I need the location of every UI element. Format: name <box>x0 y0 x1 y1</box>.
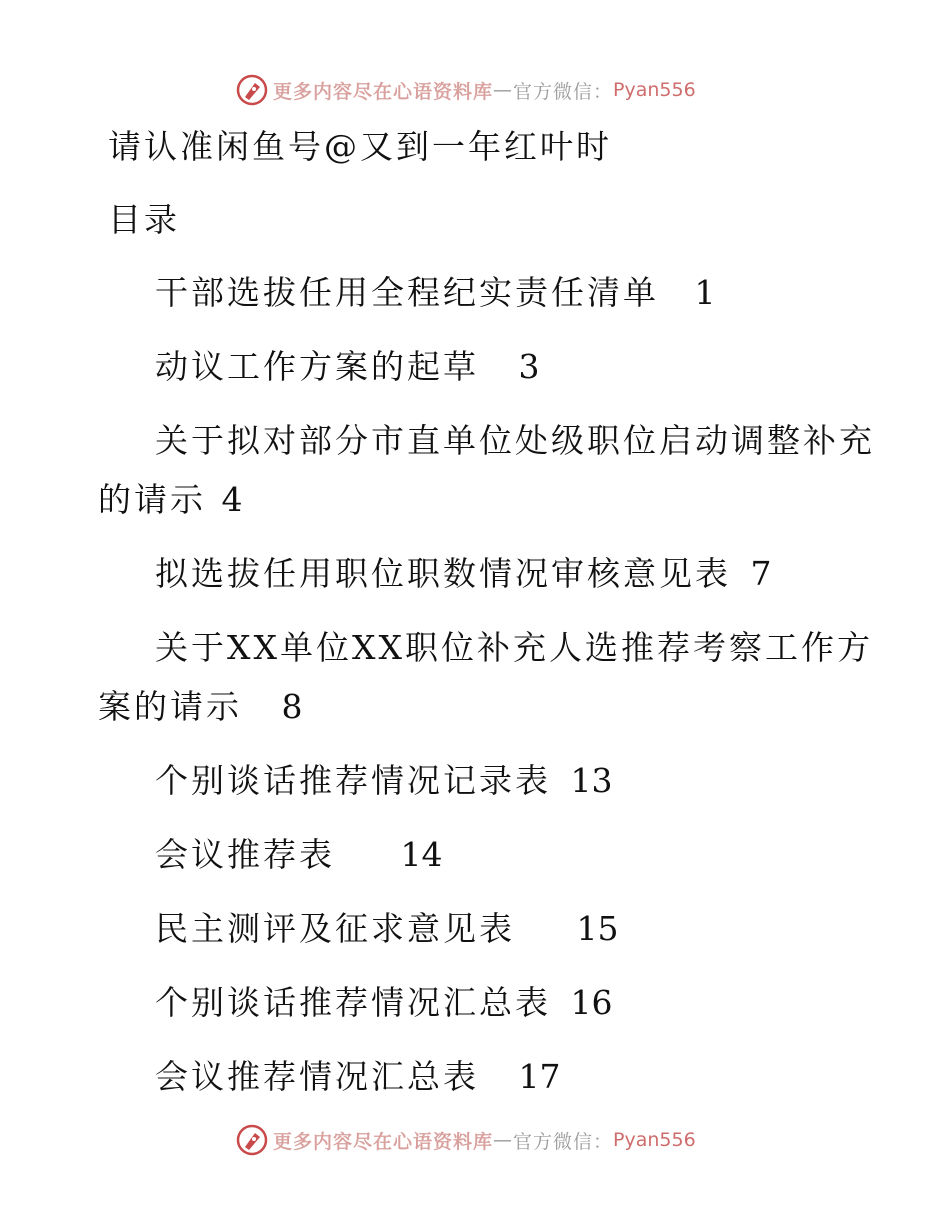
toc-entry-1[interactable] <box>155 273 716 313</box>
watermark-id: Pyan556 <box>613 79 696 101</box>
toc-entry-6[interactable] <box>155 761 613 801</box>
watermark-bottom <box>235 1122 696 1158</box>
toc-entry-title: 动议工作方案的起草 <box>155 347 479 386</box>
toc-entry-page: 8 <box>281 687 303 726</box>
toc-entry-7[interactable] <box>155 835 443 875</box>
toc-entry-5-line1[interactable] <box>155 628 873 668</box>
toc-entry-page: 3 <box>518 347 540 386</box>
toc-entry-title: 拟选拔任用职位职数情况审核意见表 <box>155 554 731 593</box>
toc-entry-page: 4 <box>221 480 243 519</box>
watermark-main-text: 更多内容尽在心语资料库 <box>273 1130 494 1153</box>
toc-entry-4[interactable] <box>155 554 772 594</box>
header-note: 请认准闲鱼号@又到一年红叶时 <box>108 127 612 166</box>
toc-entry-title: 关于XX单位XX职位补充人选推荐考察工作方 <box>155 628 873 667</box>
watermark-sub-text: 官方微信： <box>513 1130 614 1153</box>
toc-title: 目录 <box>108 200 180 239</box>
toc-entry-page: 17 <box>518 1057 561 1096</box>
toc-entry-page: 7 <box>750 554 772 593</box>
toc-entry-page: 1 <box>694 273 716 312</box>
toc-entry-title: 会议推荐表 <box>155 835 335 874</box>
watermark-dash: — <box>493 1129 514 1151</box>
toc-entry-3-line2[interactable] <box>98 480 243 520</box>
pen-nib-logo-icon <box>235 73 269 107</box>
watermark-id: Pyan556 <box>613 1129 696 1151</box>
toc-entry-3-line1[interactable] <box>155 421 875 461</box>
toc-entry-page: 14 <box>400 835 443 874</box>
watermark-sub-text: 官方微信： <box>513 80 614 103</box>
toc-entry-5-line2[interactable] <box>98 687 303 727</box>
toc-entry-title: 会议推荐情况汇总表 <box>155 1057 479 1096</box>
toc-entry-page: 13 <box>570 761 613 800</box>
watermark-main-text: 更多内容尽在心语资料库 <box>273 80 494 103</box>
toc-entry-title: 个别谈话推荐情况汇总表 <box>155 983 551 1022</box>
pen-nib-logo-icon <box>235 1123 269 1157</box>
toc-entry-2[interactable] <box>155 347 540 387</box>
toc-entry-page: 15 <box>576 909 619 948</box>
toc-entry-10[interactable] <box>155 1057 561 1097</box>
toc-entry-8[interactable] <box>155 909 619 949</box>
toc-entry-title-cont: 案的请示 <box>98 687 242 726</box>
toc-entry-title: 个别谈话推荐情况记录表 <box>155 761 551 800</box>
toc-entry-title-cont: 的请示 <box>98 480 206 519</box>
toc-entry-page: 16 <box>570 983 613 1022</box>
toc-entry-title: 民主测评及征求意见表 <box>155 909 515 948</box>
watermark-dash: — <box>493 79 514 101</box>
toc-entry-title: 干部选拔任用全程纪实责任清单 <box>155 273 659 312</box>
watermark-top <box>235 72 696 108</box>
toc-entry-title: 关于拟对部分市直单位处级职位启动调整补充 <box>155 421 875 460</box>
toc-entry-9[interactable] <box>155 983 613 1023</box>
